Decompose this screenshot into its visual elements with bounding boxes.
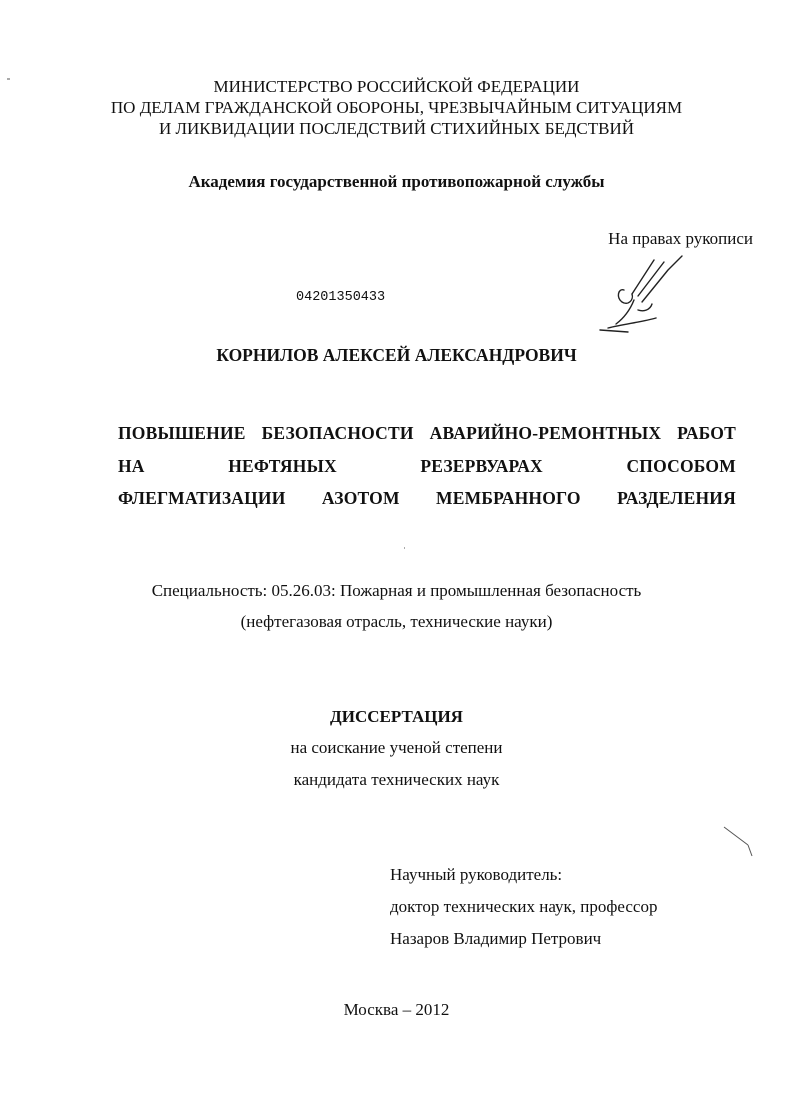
ministry-line-1: МИНИСТЕРСТВО РОССИЙСКОЙ ФЕДЕРАЦИИ [213,77,580,96]
degree-line-1: на соискание ученой степени [290,738,503,757]
title-word: РЕЗЕРВУАРАХ [420,456,543,476]
title-word: РАЗДЕЛЕНИЯ [617,488,736,508]
manuscript-note: На правах рукописи [608,229,753,248]
title-word: СПОСОБОМ [626,456,736,476]
author-name: КОРНИЛОВ АЛЕКСЕЙ АЛЕКСАНДРОВИЧ [216,345,577,365]
title-word: НА [118,456,145,476]
ministry-line-2: ПО ДЕЛАМ ГРАЖДАНСКОЙ ОБОРОНЫ, ЧРЕЗВЫЧАЙНЫМ СИТУАЦИЯМ [110,98,683,117]
registration-number: 04201350433 [296,290,386,305]
title-word: МЕМБРАННОГО [436,488,581,508]
ministry-line-3: И ЛИКВИДАЦИИ ПОСЛЕДСТВИЙ СТИХИЙНЫХ БЕДСТВИЙ [158,119,635,138]
advisor-label: Научный руководитель: [390,865,563,884]
specialty-line-2: (нефтегазовая отрасль, технические науки) [240,612,553,631]
title-word: ФЛЕГМАТИЗАЦИИ [118,488,286,508]
specialty-line-1: Специальность: 05.26.03: Пожарная и промышленная безопасность [151,581,642,600]
degree-line-2: кандидата технических наук [293,770,500,789]
advisor-degree: доктор технических наук, профессор [390,897,658,916]
academy-name: Академия государственной противопожарной службы [188,172,605,191]
city-year: Москва – 2012 [343,1000,450,1019]
title-word: АЗОТОМ [321,488,400,508]
advisor-name: Назаров Владимир Петрович [390,929,602,948]
title-line-1-text: ПОВЫШЕНИЕ БЕЗОПАСНОСТИ АВАРИЙНО-РЕМОНТНЫХ РАБОТ [118,423,736,443]
title-word: НЕФТЯНЫХ [228,456,337,476]
dissertation-heading: ДИССЕРТАЦИЯ [330,707,463,726]
